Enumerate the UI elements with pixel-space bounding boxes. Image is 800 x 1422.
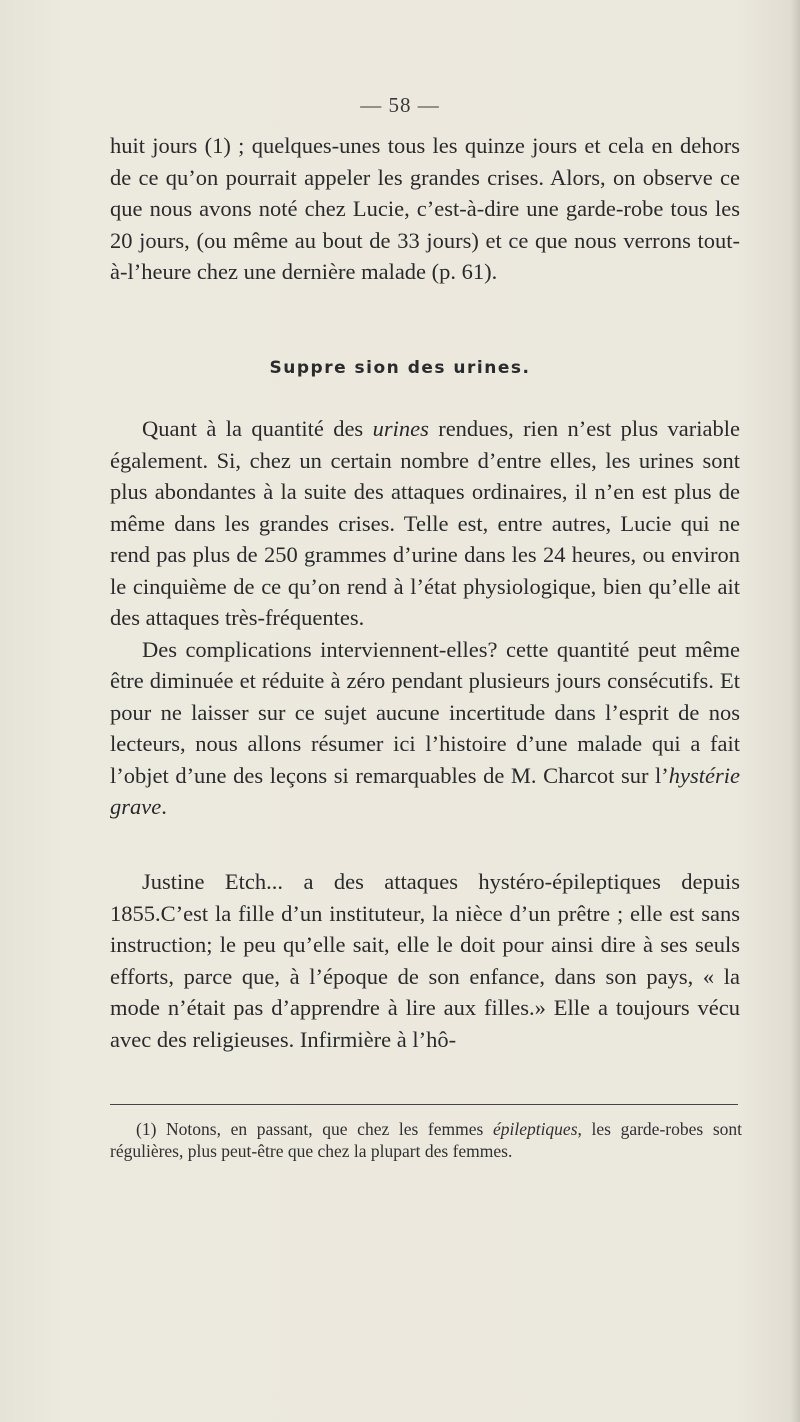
section-heading: Suppre sion des urines.: [269, 358, 531, 378]
footnote-text: [110, 1118, 742, 1162]
paragraph-justine: [110, 866, 740, 1055]
page-edge-shadow: [790, 0, 800, 1422]
page-number: — 58 —: [360, 93, 440, 117]
paragraph-intro: [110, 130, 740, 288]
paragraph-urines: [110, 413, 740, 823]
italic-term-urines: urines: [372, 416, 429, 441]
text-span: (1) Notons, en passant, que chez les femmes: [136, 1119, 493, 1139]
text-span: rendues, rien n’est plus variable également. Si, chez un certain nombre d’entre elles, les urines sont plus abondantes à la suite des attaques ordinaires, il n’en est plus de même dans les grandes crises. Telle est, entre autres, Lucie qui ne rend pas plus de 250 grammes d’urine dans les 24 heures, ou environ le cinquième de ce qu’on rend à l’état physiologique, bien qu’elle ait des attaques très-fréquentes.: [110, 416, 740, 630]
text-span: , les garde-robes sont régulières, plus peut-être que chez la plupart des femmes.: [110, 1119, 742, 1161]
italic-term-epileptiques: épileptiques: [492, 1119, 578, 1139]
footnote-divider: [110, 1104, 738, 1105]
text-span: .: [161, 794, 167, 819]
paragraph-urines-first: [110, 413, 740, 634]
paragraph-intro-text: huit jours (1) ; quelques-unes tous les quinze jours et cela en dehors de ce qu’on pourrait appeler les grandes crises. Alors, on observe ce que nous avons noté chez Lucie, c’est-à-dire une garde-robe tous les 20 jours, (ou même au bout de 33 jours) et ce que nous verrons tout-à-l’heure chez une dernière malade (p. 61).: [110, 133, 740, 284]
paragraph-urines-second: [110, 634, 740, 823]
footnote: [110, 1118, 742, 1162]
paragraph-justine-text: Justine Etch... a des attaques hystéro-épileptiques depuis 1855.C’est la fille d’un instituteur, la nièce d’un prêtre ; elle est sans instruction; le peu qu’elle sait, elle le doit pour ainsi dire à ses seuls efforts, parce que, à l’époque de son enfance, dans son pays, « la mode n’était pas d’apprendre à lire aux filles.» Elle a toujours vécu avec des religieuses. Infirmière à l’hô-: [110, 869, 740, 1052]
text-span: Des complications interviennent-elles? cette quantité peut même être diminuée et réduite à zéro pendant plusieurs jours consécutifs. Et pour ne laisser sur ce sujet aucune incertitude dans l’esprit de nos lecteurs, nous allons résumer ici l’histoire d’une malade qui a fait l’objet d’une des leçons si remarquables de M. Charcot sur l’: [110, 636, 740, 788]
text-span: Quant à la quantité des: [142, 416, 373, 441]
italic-term-hysterie: hystérie grave: [110, 762, 740, 819]
